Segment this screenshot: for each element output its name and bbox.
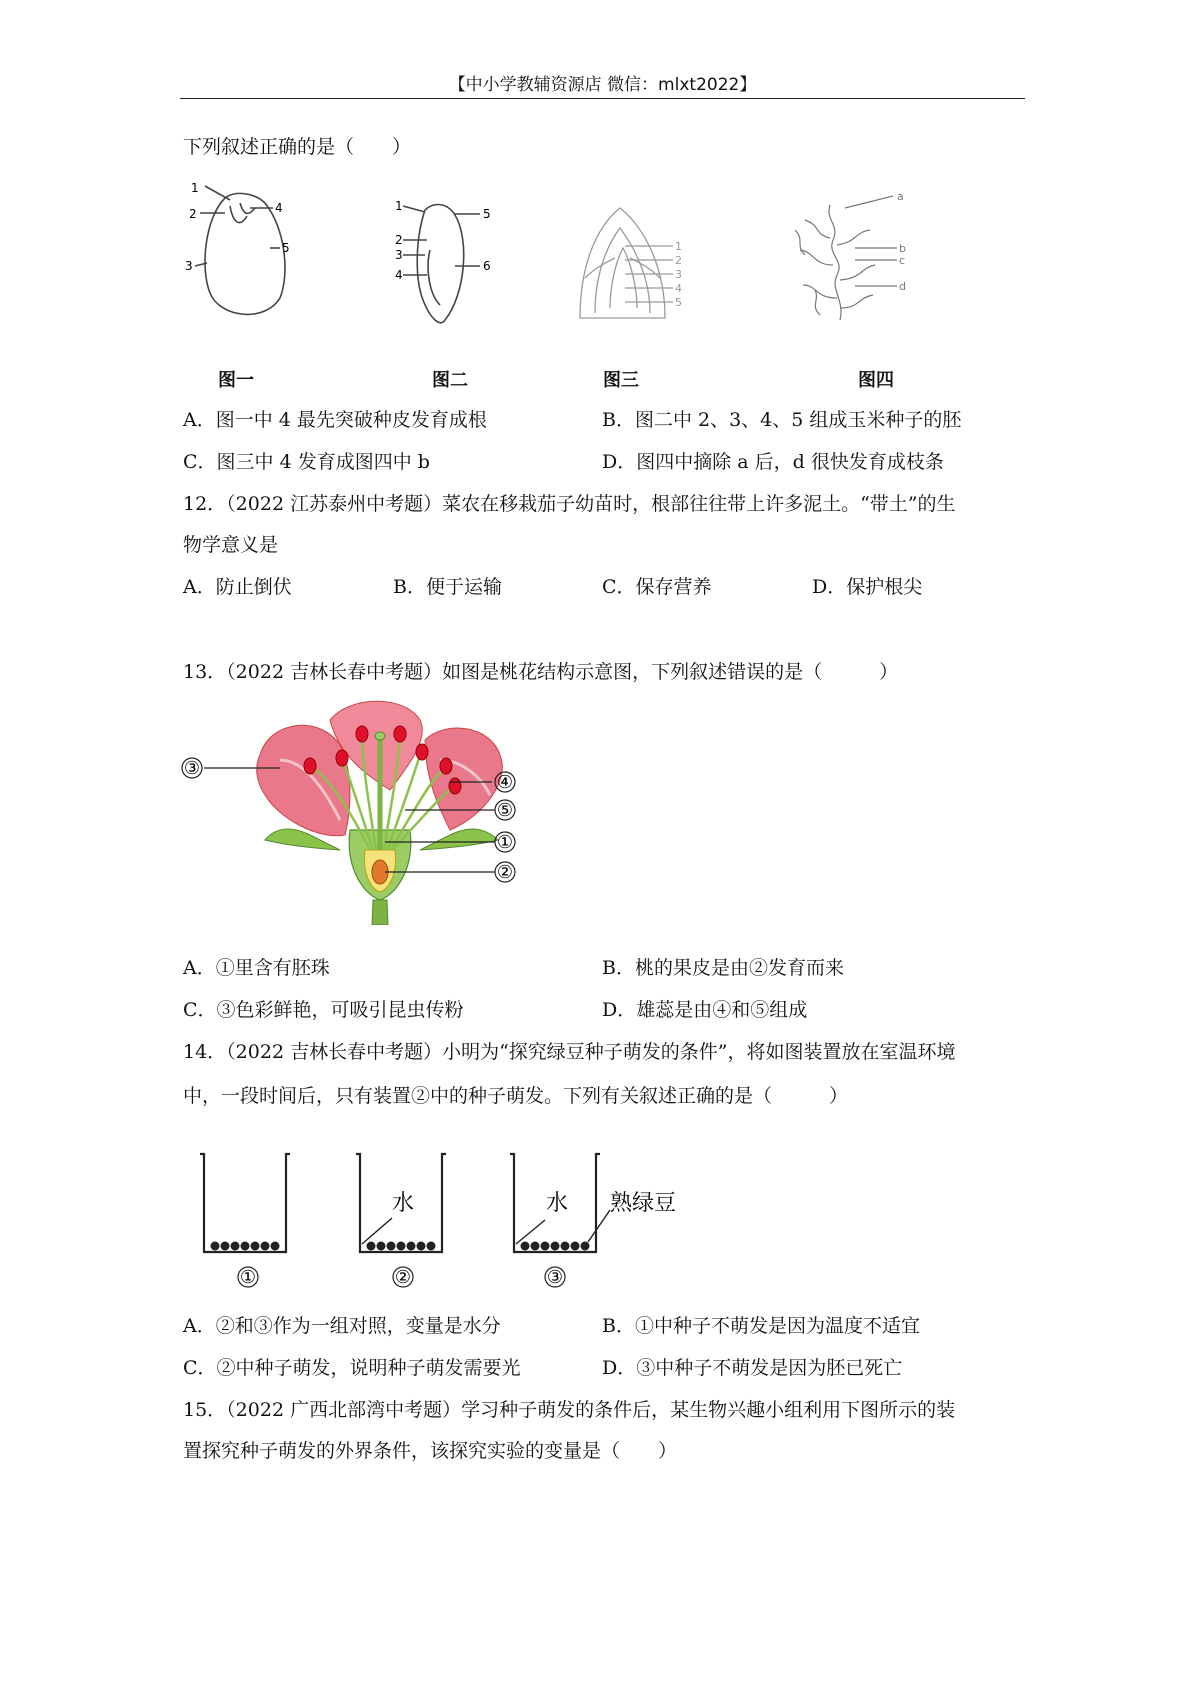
- q11-stem: 下列叙述正确的是（ ）: [183, 136, 412, 158]
- q11-option-c: C．图三中 4 发育成图四中 b: [183, 451, 430, 473]
- q11-fig1-label-5: 5: [282, 241, 290, 255]
- beaker-1: [200, 1154, 290, 1252]
- q13-stem: 13．（2022 吉林长春中考题）如图是桃花结构示意图，下列叙述错误的是（ ）: [183, 661, 899, 683]
- q11-fig3-caption: 图三: [603, 370, 639, 391]
- beaker-1-label: ①: [239, 1267, 257, 1288]
- q12-option-b: B．便于运输: [393, 576, 502, 598]
- q11-option-a: A．图一中 4 最先突破种皮发育成根: [183, 409, 487, 431]
- q13-label-4: ④: [496, 772, 514, 793]
- q11-fig2-label-1: 1: [395, 200, 403, 213]
- q14-option-d: D．③中种子不萌发是因为胚已死亡: [602, 1357, 903, 1379]
- q12-stem-line-2: 物学意义是: [183, 534, 279, 556]
- q11-fig2-label-4: 4: [395, 268, 403, 282]
- q11-fig2-label-5: 5: [483, 207, 491, 221]
- q11-fig3-label-4: 4: [675, 282, 682, 295]
- header-divider: [180, 98, 1025, 99]
- q14-stem-line-2: 中，一段时间后，只有装置②中的种子萌发。下列有关叙述正确的是（ ）: [183, 1085, 849, 1107]
- q12-option-c: C．保存营养: [602, 576, 712, 598]
- q11-fig3-label-5: 5: [675, 296, 682, 309]
- q11-fig2-label-6: 6: [483, 259, 491, 273]
- q11-fig2-label-3: 3: [395, 248, 403, 262]
- q14-stem-line-1: 14．（2022 吉林长春中考题）小明为“探究绿豆种子萌发的条件”，将如图装置放在室温环境: [183, 1041, 956, 1063]
- q11-fig1-caption: 图一: [218, 370, 254, 391]
- q11-fig2-label-2: 2: [395, 233, 403, 247]
- q13-option-d: D．雄蕊是由④和⑤组成: [602, 999, 808, 1021]
- q13-label-3: ③: [183, 758, 201, 779]
- q11-figure-3: [565, 198, 695, 333]
- q12-option-d: D．保护根尖: [812, 576, 923, 598]
- beaker-3-extra-label: 熟绿豆: [610, 1191, 677, 1216]
- q13-label-1: ①: [496, 832, 514, 853]
- q13-peach-flower-diagram: [180, 700, 570, 925]
- q11-fig3-label-2: 2: [675, 254, 682, 267]
- q14-option-a: A．②和③作为一组对照，变量是水分: [183, 1315, 501, 1337]
- q11-fig2-caption: 图二: [432, 370, 468, 391]
- q11-fig1-label-4: 4: [275, 201, 283, 215]
- beaker-3-label: ③: [546, 1267, 564, 1288]
- q11-figure-4: [785, 190, 925, 335]
- q12-option-a: A．防止倒伏: [183, 576, 292, 598]
- q15-stem-line-1: 15．（2022 广西北部湾中考题）学习种子萌发的条件后，某生物兴趣小组利用下图所示的装: [183, 1399, 956, 1421]
- q11-fig1-label-2: 2: [189, 207, 197, 221]
- q12-stem-line-1: 12．（2022 江苏泰州中考题）菜农在移栽茄子幼苗时，根部往往带上许多泥土。“带土”的生: [183, 493, 956, 515]
- q11-fig1-label-3: 3: [185, 259, 193, 273]
- q11-option-d: D．图四中摘除 a 后，d 很快发育成枝条: [602, 451, 944, 473]
- q11-fig3-label-1: 1: [675, 240, 682, 253]
- q13-option-b: B．桃的果皮是由②发育而来: [602, 957, 844, 979]
- q13-option-a: A．①里含有胚珠: [183, 957, 330, 979]
- q13-option-c: C．③色彩鲜艳，可吸引昆虫传粉: [183, 999, 464, 1021]
- q11-fig1-label-1: 1: [191, 181, 199, 195]
- page-header: 【中小学教辅资源店 微信：mlxt2022】: [448, 75, 757, 95]
- q14-option-c: C．②中种子萌发，说明种子萌发需要光: [183, 1357, 521, 1379]
- q11-figure-2: [395, 200, 505, 340]
- q13-label-2: ②: [496, 862, 514, 883]
- q11-fig4-label-c: c: [899, 254, 906, 267]
- q11-fig4-label-d: d: [899, 280, 906, 293]
- q13-label-5: ⑤: [496, 800, 514, 821]
- q11-fig4-label-b: b: [899, 242, 906, 255]
- beaker-3-water-label: 水: [546, 1191, 569, 1216]
- q11-fig3-label-3: 3: [675, 268, 682, 281]
- q15-stem-line-2: 置探究种子萌发的外界条件，该探究实验的变量是（ ）: [183, 1440, 678, 1462]
- q14-beaker-setup: [190, 1140, 730, 1295]
- q11-fig4-label-a: a: [897, 190, 904, 203]
- q14-option-b: B．①中种子不萌发是因为温度不适宜: [602, 1315, 920, 1337]
- beaker-2-water-label: 水: [392, 1191, 415, 1216]
- q11-option-b: B．图二中 2、3、4、5 组成玉米种子的胚: [602, 409, 962, 431]
- q11-figure-1: [185, 178, 305, 328]
- q11-fig4-caption: 图四: [858, 370, 894, 391]
- beaker-2-label: ②: [394, 1267, 412, 1288]
